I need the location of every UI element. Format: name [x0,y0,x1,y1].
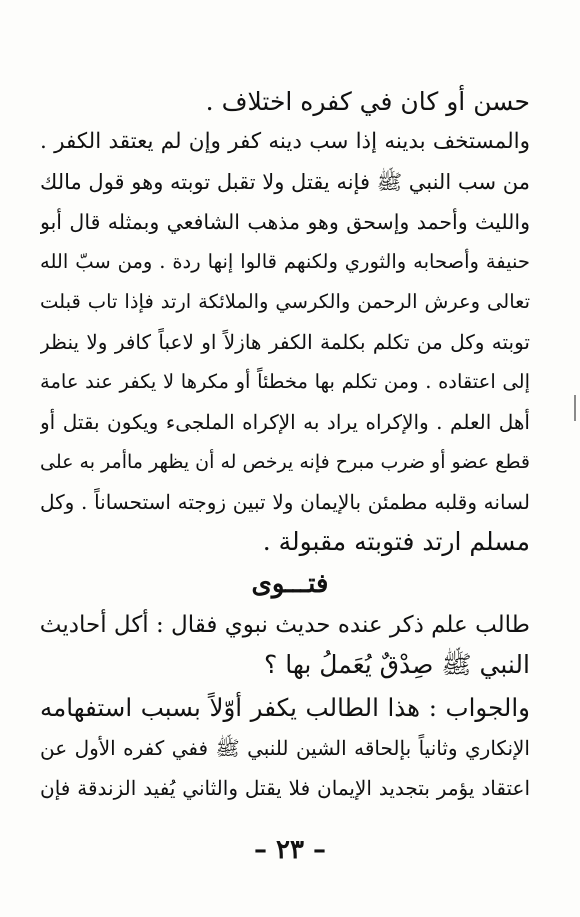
page-edge-mark [574,395,576,421]
text-line-12: مسلم ارتد فتوبته مقبولة . [262,527,530,556]
text-line-2: والمستخف بدينه إذا سب دينه كفر وإن لم يعتقد الكفر . [40,129,530,154]
text-line-13: طالب علم ذكر عنده حديث نبوي فقال : أكل أحاديث [40,612,530,638]
text-line-4: والليث وأحمد وإسحق وهو مذهب الشافعي وبمثله قال أبو [40,210,530,234]
section-heading-fatwa: فتـــوى [251,569,329,599]
text-line-15: والجواب : هذا الطالب يكفر أوّلاً بسبب استفهامه [40,693,530,722]
text-line-17: اعتقاد يؤمر بتجديد الإيمان فلا يقتل والثاني يُفيد الزندقة فإن [40,776,530,800]
text-line-3: من سب النبي ﷺ فإنه يقتل ولا تقبل توبته وهو قول مالك [40,170,530,194]
text-line-8: إلى اعتقاده . ومن تكلم بها مخطئاً أو مكرها لا يكفر عند عامة [40,370,530,393]
text-line-10: قطع عضو أو ضرب مبرح فإنه يرخص له أن يظهر ماأمر به على [40,451,530,473]
text-line-6: تعالى وعرش الرحمن والكرسي والملائكة ارتد فإذا تاب قبلت [40,290,530,313]
text-line-16: الإنكاري وثانياً بإلحاقه الشين للنبي ﷺ ففي كفره الأول عن [40,736,530,760]
text-line-11: لسانه وقلبه مطمئن بالإيمان ولا تبين زوجته استحساناً . وكل [40,490,530,514]
text-line-5: حنيفة وأصحابه والثوري ولكنهم قالوا إنها ردة . ومن سبّ الله [40,250,530,273]
page-number: – ٢٣ – [253,835,327,865]
text-line-1: حسن أو كان في كفره اختلاف . [205,87,530,116]
text-line-14: النبي ﷺ صِدْقٌ يُعَملُ بها ؟ [264,650,530,679]
text-line-9: أهل العلم . والإكراه يراد به الإكراه الملجىء ويكون بقتل أو [40,410,530,434]
text-line-7: توبته وكل من تكلم بكلمة الكفر هازلاً او لاعباً كافر ولا ينظر [40,330,530,354]
